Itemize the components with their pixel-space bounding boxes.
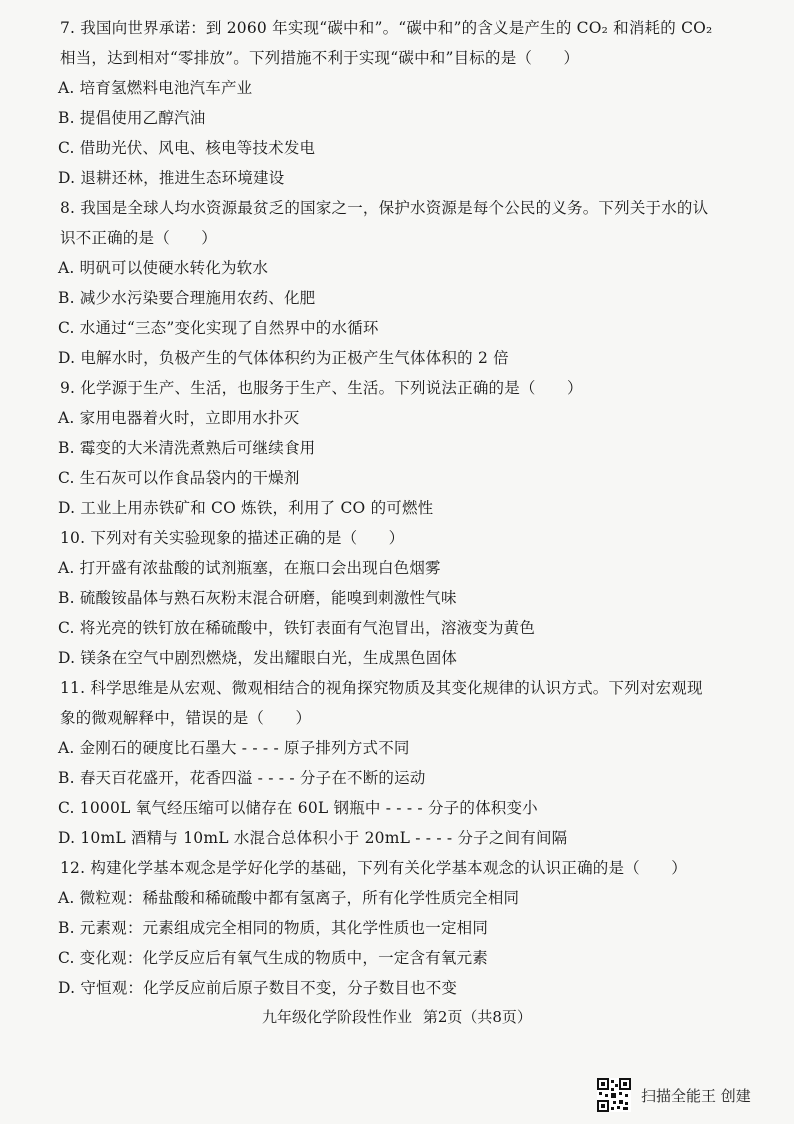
answer-option: B. 硫酸铵晶体与熟石灰粉末混合研磨，能嗅到刺激性气味 <box>58 589 457 607</box>
footer-page-number: 第2页（共8页） <box>422 1008 532 1026</box>
scanner-label: 扫描全能王 创建 <box>641 1086 751 1105</box>
answer-option: D. 电解水时，负极产生的气体体积约为正极产生气体体积的 2 倍 <box>58 349 509 367</box>
answer-option: D. 退耕还林，推进生态环境建设 <box>58 169 285 187</box>
answer-option: B. 霉变的大米清洗煮熟后可继续食用 <box>58 439 316 457</box>
answer-option: A. 微粒观：稀盐酸和稀硫酸中都有氢离子，所有化学性质完全相同 <box>58 889 520 907</box>
answer-option: B. 春天百花盛开，花香四溢 - - - - 分子在不断的运动 <box>58 769 426 787</box>
answer-option: D. 镁条在空气中剧烈燃烧，发出耀眼白光，生成黑色固体 <box>58 649 458 667</box>
answer-option: B. 提倡使用乙醇汽油 <box>58 109 206 127</box>
qr-code-icon <box>597 1078 631 1112</box>
answer-option: A. 家用电器着火时，立即用水扑灭 <box>58 409 300 427</box>
answer-option: B. 元素观：元素组成完全相同的物质，其化学性质也一定相同 <box>58 919 489 937</box>
answer-option: A. 打开盛有浓盐酸的试剂瓶塞，在瓶口会出现白色烟雾 <box>58 559 441 577</box>
question-stem-continuation: 相当，达到相对“零排放”。下列措施不利于实现“碳中和”目标的是（ ） <box>60 49 580 67</box>
answer-option: B. 减少水污染要合理施用农药、化肥 <box>58 289 316 307</box>
answer-option: A. 明矾可以使硬水转化为软水 <box>58 259 269 277</box>
answer-option: C. 水通过“三态”变化实现了自然界中的水循环 <box>58 319 379 337</box>
answer-option: D. 工业上用赤铁矿和 CO 炼铁，利用了 CO 的可燃性 <box>58 499 434 517</box>
scanner-watermark <box>597 1078 751 1112</box>
question-stem-continuation: 象的微观解释中，错误的是（ ） <box>60 709 312 727</box>
footer-course: 九年级化学阶段性作业 <box>262 1008 413 1026</box>
answer-option: C. 借助光伏、风电、核电等技术发电 <box>58 139 316 157</box>
answer-option: C. 变化观：化学反应后有氧气生成的物质中，一定含有氧元素 <box>58 949 488 967</box>
answer-option: C. 1000L 氧气经压缩可以储存在 60L 钢瓶中 - - - - 分子的体积变小 <box>58 799 538 817</box>
question-stem: 9. 化学源于生产、生活，也服务于生产、生活。下列说法正确的是（ ） <box>60 379 583 397</box>
answer-option: C. 将光亮的铁钉放在稀硫酸中，铁钉表面有气泡冒出，溶液变为黄色 <box>58 619 536 637</box>
question-stem: 8. 我国是全球人均水资源最贫乏的国家之一，保护水资源是每个公民的义务。下列关于水的认 <box>60 199 709 217</box>
question-stem: 12. 构建化学基本观念是学好化学的基础，下列有关化学基本观念的认识正确的是（ ） <box>60 859 687 877</box>
answer-option: A. 培育氢燃料电池汽车产业 <box>58 79 253 97</box>
answer-option: C. 生石灰可以作食品袋内的干燥剂 <box>58 469 300 487</box>
answer-option: D. 10mL 酒精与 10mL 水混合总体积小于 20mL - - - - 分子之间有间隔 <box>58 829 568 847</box>
question-stem: 10. 下列对有关实验现象的描述正确的是（ ） <box>60 529 405 547</box>
question-stem-continuation: 识不正确的是（ ） <box>60 229 218 247</box>
question-stem: 11. 科学思维是从宏观、微观相结合的视角探究物质及其变化规律的认识方式。下列对宏观现 <box>60 679 703 697</box>
answer-option: A. 金刚石的硬度比石墨大 - - - - 原子排列方式不同 <box>58 739 410 757</box>
answer-option: D. 守恒观：化学反应前后原子数目不变，分子数目也不变 <box>58 979 458 997</box>
question-stem: 7. 我国向世界承诺：到 2060 年实现“碳中和”。“碳中和”的含义是产生的 CO₂ 和消耗的 CO₂ <box>60 19 713 37</box>
page-footer <box>0 1007 794 1027</box>
